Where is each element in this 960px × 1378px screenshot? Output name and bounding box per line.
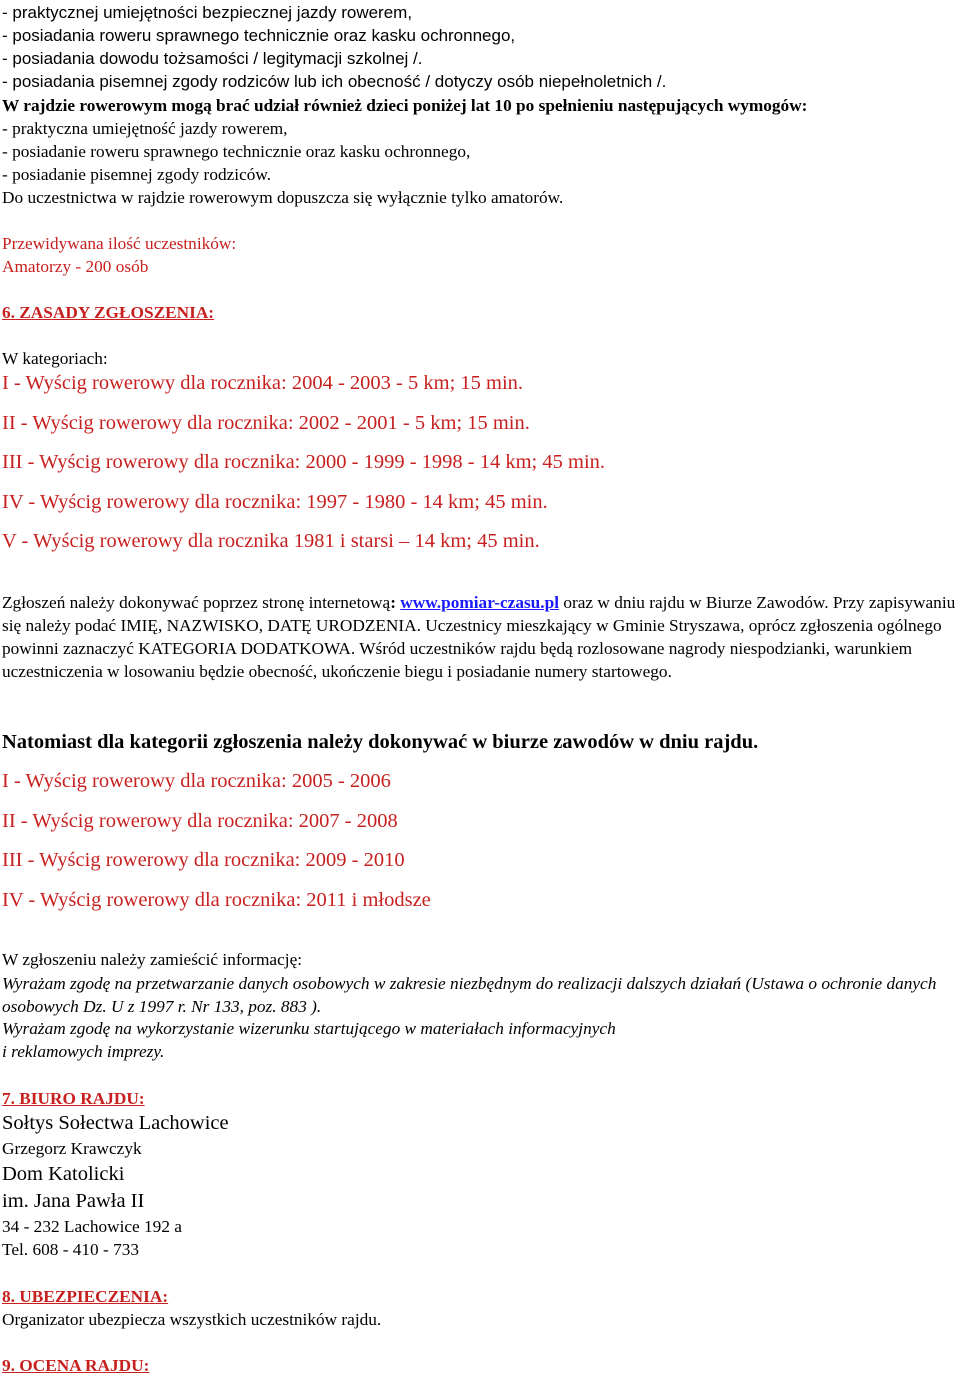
registration-lead: Zgłoszeń należy dokonywać poprzez stronę internetową bbox=[2, 593, 391, 612]
participants-value: Amatorzy - 200 osób bbox=[2, 257, 149, 276]
requirement-item: - posiadania roweru sprawnego technicznie oraz kasku ochronnego, bbox=[2, 26, 516, 45]
category-item: III - Wyścig rowerowy dla rocznika: 2000 - 1999 - 1998 - 14 km; 45 min. bbox=[2, 451, 606, 473]
category-item: II - Wyścig rowerowy dla rocznika: 2002 - 2001 - 5 km; 15 min. bbox=[2, 412, 530, 434]
children-intro: W rajdzie rowerowym mogą brać udział również dzieci poniżej lat 10 po spełnieniu następujących wymogów: bbox=[2, 96, 808, 115]
consent-text: Wyrażam zgodę na przetwarzanie danych osobowych w zakresie niezbędnym do realizacji dalszych działań (Ustawa o ochronie danych osobowych Dz. U z 1997 r. Nr 133, poz. 883 ). bbox=[2, 974, 937, 1017]
requirement-item: - posiadania dowodu tożsamości / legitymacji szkolnej /. bbox=[2, 49, 423, 68]
office-line: 34 - 232 Lachowice 192 a bbox=[2, 1217, 182, 1236]
insurance-text: Organizator ubezpiecza wszystkich uczestników rajdu. bbox=[2, 1310, 382, 1329]
section-6-title: 6. ZASADY ZGŁOSZENIA: bbox=[2, 303, 215, 322]
kids-category-item: III - Wyścig rowerowy dla rocznika: 2009 - 2010 bbox=[2, 849, 405, 871]
consent-text: Wyrażam zgodę na wykorzystanie wizerunku startującego w materiałach informacyjnych bbox=[2, 1019, 616, 1038]
children-requirement: - praktyczna umiejętność jazdy rowerem, bbox=[2, 119, 288, 138]
registration-link[interactable]: www.pomiar-czasu.pl bbox=[400, 593, 560, 612]
office-line: Dom Katolicki bbox=[2, 1163, 125, 1185]
office-line: Tel. 608 - 410 - 733 bbox=[2, 1240, 140, 1259]
children-requirement: - posiadanie pisemnej zgody rodziców. bbox=[2, 165, 272, 184]
office-note: Natomiast dla kategorii zgłoszenia należy dokonywać w biurze zawodów w dniu rajdu. bbox=[2, 731, 759, 753]
requirement-item: - praktycznej umiejętności bezpiecznej jazdy rowerem, bbox=[2, 3, 413, 22]
office-line: Sołtys Sołectwa Lachowice bbox=[2, 1112, 229, 1134]
children-requirement: - posiadanie roweru sprawnego technicznie oraz kasku ochronnego, bbox=[2, 142, 471, 161]
amateurs-note: Do uczestnictwa w rajdzie rowerowym dopuszcza się wyłącznie tylko amatorów. bbox=[2, 188, 564, 207]
categories-heading: W kategoriach: bbox=[2, 349, 108, 368]
registration-paragraph bbox=[2, 591, 957, 683]
office-line: Grzegorz Krawczyk bbox=[2, 1139, 142, 1158]
info-heading: W zgłoszeniu należy zamieścić informację: bbox=[2, 950, 303, 969]
kids-category-item: II - Wyścig rowerowy dla rocznika: 2007 - 2008 bbox=[2, 810, 398, 832]
registration-rest: oraz w dniu rajdu w Biurze Zawodów. Przy zapisywaniu się należy podać IMIĘ, NAZWISKO, DATĘ URODZENIA. Uczestnicy mieszkający w Gminie Stryszawa, oprócz zgłoszenia ogólnego powinni zaznaczyć KATEGORIA DODATKOWA. Wśród uczestników rajdu będą rozlosowane nagrody niespodzianki, warunkiem uczestniczenia w losowaniu będzie obecność, ukończenie biegu i posiadanie numery startowego. bbox=[2, 593, 956, 682]
participants-heading: Przewidywana ilość uczestników: bbox=[2, 234, 237, 253]
kids-category-item: I - Wyścig rowerowy dla rocznika: 2005 - 2006 bbox=[2, 770, 391, 792]
consent-text: i reklamowych imprezy. bbox=[2, 1042, 165, 1061]
section-7-title: 7. BIURO RAJDU: bbox=[2, 1089, 145, 1108]
office-line: im. Jana Pawła II bbox=[2, 1190, 145, 1212]
section-8-title: 8. UBEZPIECZENIA: bbox=[2, 1287, 169, 1306]
kids-category-item: IV - Wyścig rowerowy dla rocznika: 2011 i młodsze bbox=[2, 889, 431, 911]
requirement-item: - posiadania pisemnej zgody rodziców lub ich obecność / dotyczy osób niepełnoletnich /. bbox=[2, 72, 667, 91]
category-item: V - Wyścig rowerowy dla rocznika 1981 i starsi – 14 km; 45 min. bbox=[2, 530, 540, 552]
registration-colon: : bbox=[390, 593, 396, 612]
section-9-title: 9. OCENA RAJDU: bbox=[2, 1356, 150, 1375]
category-item: IV - Wyścig rowerowy dla rocznika: 1997 - 1980 - 14 km; 45 min. bbox=[2, 491, 548, 513]
category-item: I - Wyścig rowerowy dla rocznika: 2004 - 2003 - 5 km; 15 min. bbox=[2, 372, 524, 394]
